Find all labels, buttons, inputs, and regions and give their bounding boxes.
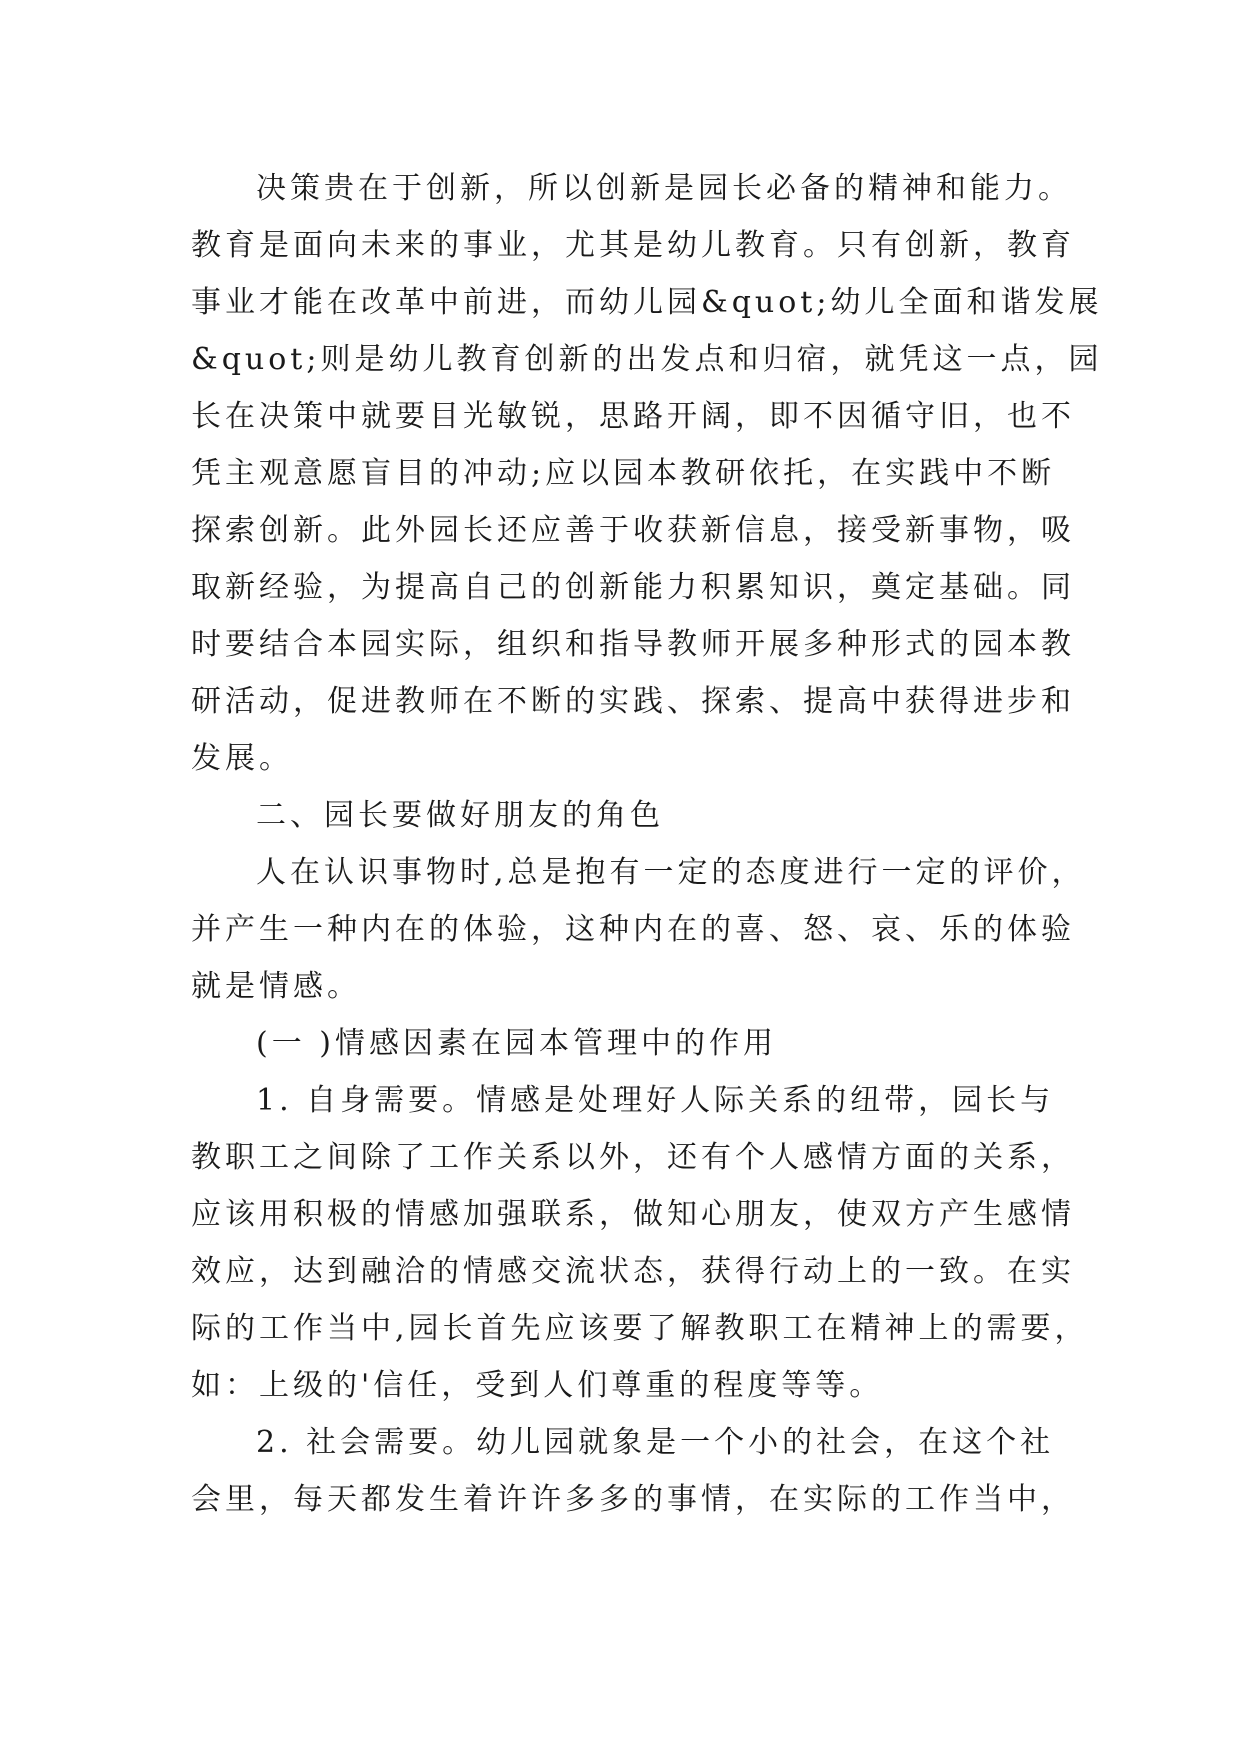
- paragraph-self-need-line-4: 效应，达到融洽的情感交流状态，获得行动上的一致。在实: [191, 1254, 1075, 1289]
- paragraph-innovation-line-6: 凭主观意愿盲目的冲动;应以园本教研依托，在实践中不断: [191, 456, 1056, 491]
- paragraph-emotion-line-1: 人在认识事物时,总是抱有一定的态度进行一定的评价，: [256, 855, 1086, 890]
- paragraph-innovation-line-10: 研活动，促进教师在不断的实践、探索、提高中获得进步和: [191, 684, 1075, 719]
- paragraph-emotion-line-3: 就是情感。: [191, 969, 361, 1004]
- paragraph-self-need-line-5: 际的工作当中,园长首先应该要了解教职工在精神上的需要，: [191, 1311, 1089, 1346]
- subsection-heading: (一 )情感因素在园本管理中的作用: [256, 1026, 777, 1061]
- paragraph-innovation-line-4: &quot;则是幼儿教育创新的出发点和归宿，就凭这一点，园: [191, 342, 1103, 377]
- paragraph-innovation-line-5: 长在决策中就要目光敏锐，思路开阔，即不因循守旧，也不: [191, 399, 1075, 434]
- paragraph-innovation-line-3: 事业才能在改革中前进，而幼儿园&quot;幼儿全面和谐发展: [191, 285, 1103, 320]
- paragraph-innovation-line-7: 探索创新。此外园长还应善于收获新信息，接受新事物，吸: [191, 513, 1075, 548]
- paragraph-innovation-line-9: 时要结合本园实际，组织和指导教师开展多种形式的园本教: [191, 627, 1075, 662]
- paragraph-social-need-line-1: 2. 社会需要。幼儿园就象是一个小的社会，在这个社: [256, 1425, 1055, 1460]
- paragraph-self-need-line-3: 应该用积极的情感加强联系，做知心朋友，使双方产生感情: [191, 1197, 1075, 1232]
- paragraph-innovation-line-11: 发展。: [191, 741, 293, 776]
- paragraph-innovation-line-8: 取新经验，为提高自己的创新能力积累知识，奠定基础。同: [191, 570, 1075, 605]
- paragraph-self-need-line-2: 教职工之间除了工作关系以外，还有个人感情方面的关系，: [191, 1140, 1075, 1175]
- paragraph-emotion-line-2: 并产生一种内在的体验，这种内在的喜、怒、哀、乐的体验: [191, 912, 1075, 947]
- section-heading: 二、园长要做好朋友的角色: [256, 798, 664, 833]
- paragraph-innovation-line-2: 教育是面向未来的事业，尤其是幼儿教育。只有创新，教育: [191, 228, 1075, 263]
- paragraph-self-need-line-6: 如：上级的'信任，受到人们尊重的程度等等。: [191, 1368, 884, 1403]
- paragraph-self-need-line-1: 1. 自身需要。情感是处理好人际关系的纽带，园长与: [256, 1083, 1055, 1118]
- paragraph-innovation-line-1: 决策贵在于创新，所以创新是园长必备的精神和能力。: [256, 171, 1072, 206]
- paragraph-social-need-line-2: 会里，每天都发生着许许多多的事情，在实际的工作当中，: [191, 1482, 1075, 1517]
